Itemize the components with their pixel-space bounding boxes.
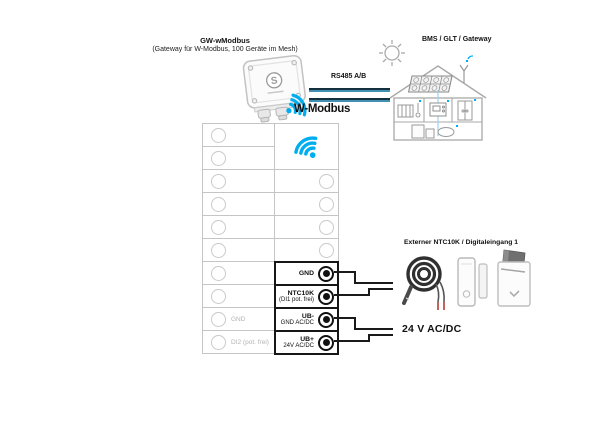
terminal-circle xyxy=(211,289,226,304)
terminal-cell-gnd xyxy=(274,261,339,286)
terminal-cell-gnd xyxy=(202,307,275,331)
sun-icon xyxy=(379,40,405,66)
screw-icon xyxy=(248,66,253,71)
gnd-label: GND xyxy=(231,315,246,323)
terminal-sublabel: GND AC/DC xyxy=(280,319,314,326)
terminal-cell xyxy=(202,238,275,262)
terminal-cell-di2 xyxy=(202,330,275,354)
screw-icon xyxy=(252,98,257,103)
power-supply-label: 24 V AC/DC xyxy=(402,323,462,335)
terminal-cell-ntc10k xyxy=(274,284,339,309)
terminal-sublabel: 24V AC/DC xyxy=(283,342,314,349)
terminal-sublabel: (DI1 pot. frei) xyxy=(278,296,314,303)
cable-gland-icon xyxy=(258,109,271,122)
radio-cell xyxy=(274,123,339,170)
wire-gnd xyxy=(334,271,356,273)
wmodbus-label: W-Modbus xyxy=(294,103,351,115)
terminal-circle xyxy=(319,197,334,212)
wifi-icon xyxy=(468,56,473,59)
bms-label: BMS / GLT / Gateway xyxy=(422,36,492,43)
wire-ub-minus xyxy=(334,317,356,319)
terminal-circle xyxy=(211,312,226,327)
terminal-circle xyxy=(211,151,226,166)
terminal-circle xyxy=(211,335,226,350)
terminal-circle xyxy=(319,220,334,235)
terminal-cell xyxy=(202,123,275,147)
terminal-block-right-column xyxy=(274,123,339,355)
coiled-sensor-probe-icon xyxy=(404,258,444,310)
terminal-label: NTC10K xyxy=(287,289,314,297)
key-card-switch-icon xyxy=(498,250,530,306)
device-title: GW-wModbus xyxy=(200,36,250,45)
wifi-icon xyxy=(283,123,330,170)
terminal-circle xyxy=(211,266,226,281)
terminal-cell xyxy=(202,146,275,170)
terminal-block-left-column xyxy=(202,123,275,354)
di2-label: DI2 (pot. frei) xyxy=(231,338,269,346)
terminal-cell xyxy=(202,261,275,285)
terminal-label: UB- xyxy=(301,312,314,320)
wire-ub-plus xyxy=(334,340,370,342)
wire-ub-minus xyxy=(354,328,393,330)
screw-terminal-icon xyxy=(318,266,334,282)
terminal-cell xyxy=(274,192,339,216)
antenna-icon xyxy=(460,65,468,83)
building-illustration xyxy=(378,26,506,148)
external-input-label: Externer NTC10K / Digitaleingang 1 xyxy=(404,239,519,246)
screw-terminal-icon xyxy=(318,289,334,305)
terminal-circle xyxy=(211,243,226,258)
screw-icon xyxy=(292,60,297,65)
terminal-circle xyxy=(211,128,226,143)
screw-terminal-icon xyxy=(318,312,334,328)
door-contact-icon xyxy=(458,258,487,306)
terminal-cell xyxy=(202,192,275,216)
terminal-cell xyxy=(274,238,339,262)
terminal-cell xyxy=(274,215,339,239)
terminal-cell xyxy=(202,284,275,308)
terminal-circle xyxy=(211,197,226,212)
terminal-cell xyxy=(202,169,275,193)
wire-ntc xyxy=(368,288,393,290)
terminal-label: UB+ xyxy=(300,335,314,343)
terminal-cell-ub-plus xyxy=(274,330,339,355)
screw-terminal-icon xyxy=(318,335,334,351)
rs485-label: RS485 A/B xyxy=(331,73,367,80)
terminal-circle xyxy=(319,243,334,258)
wire-ntc xyxy=(334,294,370,296)
terminal-cell xyxy=(202,215,275,239)
terminal-cell xyxy=(274,169,339,193)
device-subtitle: (Gateway für W-Modbus, 100 Geräte im Mesh) xyxy=(152,46,298,53)
terminal-label: GND xyxy=(298,270,314,277)
brand-logo-letter: S xyxy=(270,75,279,88)
external-sensors-illustration xyxy=(398,248,538,318)
wire-ub-plus xyxy=(368,334,393,336)
terminal-cell-ub-minus xyxy=(274,307,339,332)
thermostat-icon xyxy=(430,103,446,116)
terminal-circle xyxy=(211,220,226,235)
terminal-circle xyxy=(211,174,226,189)
wire-gnd xyxy=(354,282,393,284)
terminal-circle xyxy=(319,174,334,189)
solar-panel-icon xyxy=(409,76,452,92)
